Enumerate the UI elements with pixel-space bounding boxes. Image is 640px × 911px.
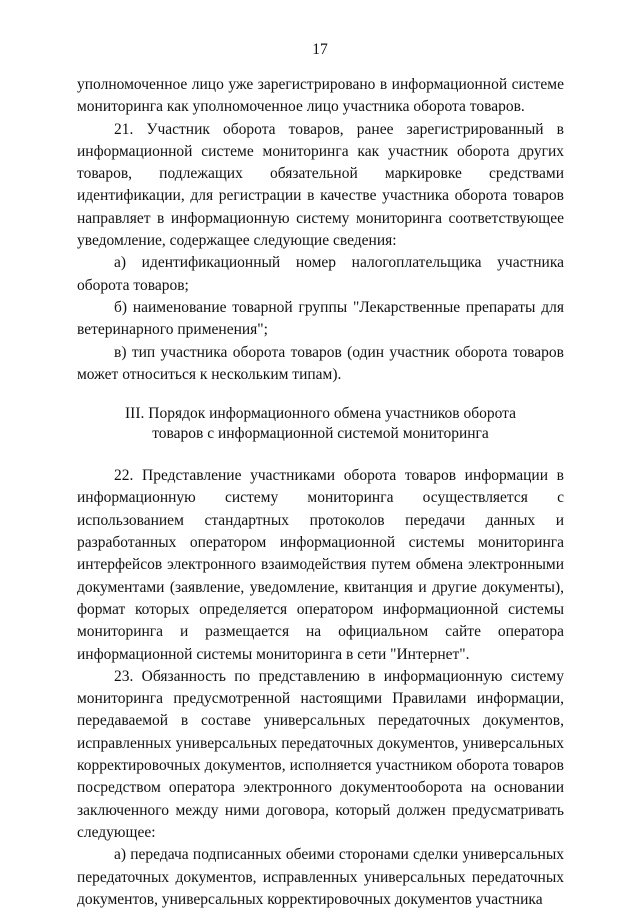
paragraph-22: 22. Представление участниками оборота товаров информации в информационную систему мониторинга осуществляется с использованием стандартных протоколов передачи данных и разработанных оператором информационной системы мониторинга интерфейсов электронного взаимодействия путем обмена электронными документами (заявление, уведомление, квитанция и другие документы), формат которых определяется оператором информационной системы мониторинга и размещается на официальном сайте оператора информационной системы мониторинга в сети "Интернет".	[77, 467, 564, 663]
paragraph-23-item-a: а) передача подписанных обеими сторонами сделки универсальных передаточных документов, исправленных универсальных передаточных документов, универсальных корректировочных документов участника	[77, 846, 564, 908]
paragraph-21-item-v: в) тип участника оборота товаров (один участник оборота товаров может относиться к нескольким типам).	[77, 343, 564, 383]
paragraph-23: 23. Обязанность по представлению в информационную систему мониторинга предусмотренной настоящими Правилами информации, передаваемой в составе универсальных передаточных документов, исправленных универсальных передаточных документов, универсальных корректировочных документов, исполняется участником оборота товаров посредством оператора электронного документооборота на основании заключенного между ними договора, который должен предусматривать следующее:	[77, 667, 564, 841]
section-heading	[77, 404, 564, 444]
paragraph-21-item-b: б) наименование товарной группы "Лекарственные препараты для ветеринарного применения";	[77, 298, 564, 339]
section-heading-line-2: товаров с информационной системой мониторинга	[152, 425, 489, 443]
paragraph-21-item-a: а) идентификационный номер налогоплательщика участника оборота товаров;	[77, 254, 564, 294]
paragraph-continuation: уполномоченное лицо уже зарегистрировано в информационной системе мониторинга как уполномоченное лицо участника оборота товаров.	[77, 76, 564, 116]
section-heading-line-1: III. Порядок информационного обмена участников оборота	[125, 405, 516, 423]
paragraph-21: 21. Участник оборота товаров, ранее зарегистрированный в информационной системе мониторинга как участник оборота других товаров, подлежащих обязательной маркировке средствами идентификации, для регистрации в качестве участника оборота товаров направляет в информационную систему мониторинга соответствующее уведомление, содержащее следующие сведения:	[77, 120, 564, 250]
document-body	[77, 74, 564, 911]
page-number: 17	[312, 41, 328, 58]
